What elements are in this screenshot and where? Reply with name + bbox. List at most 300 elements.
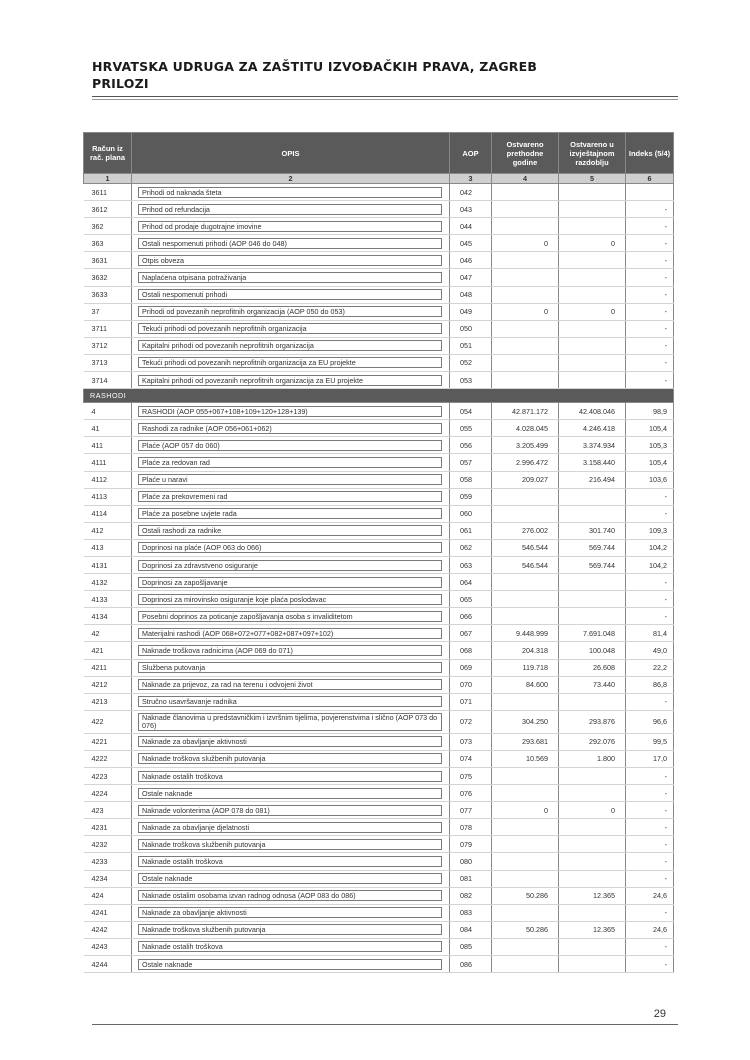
current-value-cell: 292.076: [559, 733, 626, 750]
current-value-cell: 42.408.046: [559, 403, 626, 420]
description-text: Službena putovanja: [138, 662, 442, 673]
description-text: Plaće za posebne uvjete rada: [138, 508, 442, 519]
account-cell: 3633: [84, 286, 132, 303]
current-value-cell: [559, 574, 626, 591]
index-cell: -: [626, 235, 674, 252]
index-cell: -: [626, 218, 674, 235]
account-cell: 37: [84, 303, 132, 320]
report-table: [83, 132, 674, 973]
column-number: 6: [626, 174, 674, 184]
index-cell: -: [626, 591, 674, 608]
description-cell: [132, 802, 450, 819]
description-cell: [132, 505, 450, 522]
previous-value-cell: [492, 785, 559, 802]
aop-cell: 068: [450, 642, 492, 659]
description-cell: [132, 184, 450, 201]
index-cell: -: [626, 372, 674, 389]
description-text: Doprinosi za zdravstveno osiguranje: [138, 560, 442, 571]
account-cell: 4242: [84, 921, 132, 938]
description-text: Naknade za obavljanje djelatnosti: [138, 822, 442, 833]
description-text: Ostale naknade: [138, 873, 442, 884]
previous-value-cell: [492, 201, 559, 218]
current-value-cell: 0: [559, 802, 626, 819]
description-cell: [132, 870, 450, 887]
description-text: Ostale naknade: [138, 959, 442, 970]
description-cell: [132, 403, 450, 420]
description-text: Tekući prihodi od povezanih neprofitnih organizacija za EU projekte: [138, 357, 442, 368]
description-cell: [132, 608, 450, 625]
previous-value-cell: [492, 218, 559, 235]
header-aop: AOP: [450, 133, 492, 174]
account-cell: 3712: [84, 337, 132, 354]
description-text: Ostale naknade: [138, 788, 442, 799]
table-row: [84, 252, 674, 269]
table-row: [84, 750, 674, 767]
current-value-cell: [559, 938, 626, 955]
previous-value-cell: [492, 184, 559, 201]
previous-value-cell: [492, 372, 559, 389]
table-row: [84, 659, 674, 676]
description-text: Naknade ostalih troškova: [138, 771, 442, 782]
table-row: [84, 591, 674, 608]
aop-cell: 069: [450, 659, 492, 676]
description-text: Naknade troškova službenih putovanja: [138, 924, 442, 935]
account-cell: 3631: [84, 252, 132, 269]
current-value-cell: [559, 337, 626, 354]
header-account: Račun iz rač. plana: [84, 133, 132, 174]
description-cell: [132, 956, 450, 973]
previous-value-cell: 119.718: [492, 659, 559, 676]
account-cell: 411: [84, 437, 132, 454]
table-row: [84, 710, 674, 733]
table-row: [84, 420, 674, 437]
index-cell: 109,3: [626, 522, 674, 539]
current-value-cell: [559, 870, 626, 887]
previous-value-cell: [492, 591, 559, 608]
description-text: Kapitalni prihodi od povezanih neprofitnih organizacija za EU projekte: [138, 375, 442, 386]
account-cell: 4132: [84, 574, 132, 591]
previous-value-cell: 84.600: [492, 676, 559, 693]
current-value-cell: 4.246.418: [559, 420, 626, 437]
table-row: [84, 608, 674, 625]
aop-cell: 056: [450, 437, 492, 454]
table-row: [84, 471, 674, 488]
previous-value-cell: [492, 768, 559, 785]
table-body: [84, 174, 674, 973]
description-text: Prihodi od naknada šteta: [138, 187, 442, 198]
index-cell: -: [626, 252, 674, 269]
previous-value-cell: 0: [492, 235, 559, 252]
table-row: [84, 372, 674, 389]
description-cell: [132, 354, 450, 371]
table-row: [84, 337, 674, 354]
table-row: [84, 539, 674, 556]
previous-value-cell: [492, 938, 559, 955]
description-cell: [132, 904, 450, 921]
index-cell: -: [626, 608, 674, 625]
current-value-cell: 0: [559, 303, 626, 320]
description-text: Naknade volonterima (AOP 078 do 081): [138, 805, 442, 816]
account-cell: 4113: [84, 488, 132, 505]
current-value-cell: [559, 819, 626, 836]
account-cell: 412: [84, 522, 132, 539]
aop-cell: 054: [450, 403, 492, 420]
description-cell: [132, 320, 450, 337]
table-row: [84, 938, 674, 955]
description-cell: [132, 201, 450, 218]
account-cell: 41: [84, 420, 132, 437]
account-cell: 4213: [84, 693, 132, 710]
table-row: [84, 303, 674, 320]
table-row: [84, 269, 674, 286]
aop-cell: 043: [450, 201, 492, 218]
table-row: [84, 320, 674, 337]
description-text: Doprinosi na plaće (AOP 063 do 066): [138, 542, 442, 553]
description-cell: [132, 471, 450, 488]
aop-cell: 049: [450, 303, 492, 320]
table-row: [84, 836, 674, 853]
previous-value-cell: [492, 505, 559, 522]
description-cell: [132, 437, 450, 454]
table-row: [84, 693, 674, 710]
current-value-cell: [559, 201, 626, 218]
description-text: Plaće za prekovremeni rad: [138, 491, 442, 502]
description-text: Plaće (AOP 057 do 060): [138, 440, 442, 451]
column-number-row: [84, 174, 674, 184]
description-text: Otpis obveza: [138, 255, 442, 266]
previous-value-cell: [492, 853, 559, 870]
current-value-cell: [559, 608, 626, 625]
index-cell: -: [626, 488, 674, 505]
column-number: 2: [132, 174, 450, 184]
previous-value-cell: [492, 269, 559, 286]
aop-cell: 081: [450, 870, 492, 887]
previous-value-cell: 546.544: [492, 539, 559, 556]
header-current-period: Ostvareno u izvještajnom razdoblju: [559, 133, 626, 174]
description-text: Kapitalni prihodi od povezanih neprofitnih organizacija: [138, 340, 442, 351]
description-text: Tekući prihodi od povezanih neprofitnih organizacija: [138, 323, 442, 334]
account-cell: 4234: [84, 870, 132, 887]
aop-cell: 084: [450, 921, 492, 938]
description-cell: [132, 625, 450, 642]
account-cell: 413: [84, 539, 132, 556]
column-number: 1: [84, 174, 132, 184]
current-value-cell: [559, 785, 626, 802]
previous-value-cell: 304.250: [492, 710, 559, 733]
account-cell: 4131: [84, 556, 132, 573]
index-cell: -: [626, 768, 674, 785]
account-cell: 4114: [84, 505, 132, 522]
description-text: Posebni doprinos za poticanje zapošljavanja osoba s invaliditetom: [138, 611, 442, 622]
table-row: [84, 218, 674, 235]
previous-value-cell: 0: [492, 303, 559, 320]
table-row: [84, 522, 674, 539]
aop-cell: 062: [450, 539, 492, 556]
account-cell: 422: [84, 710, 132, 733]
index-cell: -: [626, 819, 674, 836]
account-cell: 4211: [84, 659, 132, 676]
index-cell: -: [626, 836, 674, 853]
description-cell: [132, 252, 450, 269]
aop-cell: 048: [450, 286, 492, 303]
description-cell: [132, 303, 450, 320]
account-cell: 4112: [84, 471, 132, 488]
footer-rule: [92, 1024, 678, 1025]
aop-cell: 085: [450, 938, 492, 955]
table-row: [84, 921, 674, 938]
description-cell: [132, 454, 450, 471]
account-cell: 4221: [84, 733, 132, 750]
aop-cell: 064: [450, 574, 492, 591]
previous-value-cell: [492, 252, 559, 269]
table-row: [84, 454, 674, 471]
index-cell: -: [626, 693, 674, 710]
index-cell: -: [626, 269, 674, 286]
title-line-1: HRVATSKA UDRUGA ZA ZAŠTITU IZVOĐAČKIH PRAVA, ZAGREB: [92, 59, 538, 74]
account-cell: 3611: [84, 184, 132, 201]
table-row: [84, 354, 674, 371]
previous-value-cell: 9.448.999: [492, 625, 559, 642]
description-cell: [132, 522, 450, 539]
current-value-cell: [559, 853, 626, 870]
current-value-cell: 12.365: [559, 921, 626, 938]
description-text: RASHODI (AOP 055+067+108+109+120+128+139): [138, 406, 442, 417]
previous-value-cell: 204.318: [492, 642, 559, 659]
aop-cell: 079: [450, 836, 492, 853]
description-cell: [132, 659, 450, 676]
table-row: [84, 819, 674, 836]
index-cell: -: [626, 286, 674, 303]
description-cell: [132, 642, 450, 659]
index-cell: 96,6: [626, 710, 674, 733]
index-cell: 103,6: [626, 471, 674, 488]
account-cell: 362: [84, 218, 132, 235]
current-value-cell: 3.158.440: [559, 454, 626, 471]
description-text: Naplaćena otpisana potraživanja: [138, 272, 442, 283]
previous-value-cell: 42.871.172: [492, 403, 559, 420]
document-title: [92, 58, 692, 92]
previous-value-cell: 209.027: [492, 471, 559, 488]
description-text: Naknade za prijevoz, za rad na terenu i odvojeni život: [138, 679, 442, 690]
aop-cell: 075: [450, 768, 492, 785]
header-row: [84, 133, 674, 174]
description-text: Naknade za obavljanje aktivnosti: [138, 907, 442, 918]
description-cell: [132, 420, 450, 437]
account-cell: 42: [84, 625, 132, 642]
current-value-cell: 293.876: [559, 710, 626, 733]
index-cell: 105,4: [626, 454, 674, 471]
description-text: Naknade troškova radnicima (AOP 069 do 071): [138, 645, 442, 656]
index-cell: -: [626, 904, 674, 921]
title-rule-secondary: [92, 99, 678, 100]
description-cell: [132, 785, 450, 802]
aop-cell: 042: [450, 184, 492, 201]
description-text: Ostali nespomenuti prihodi: [138, 289, 442, 300]
account-cell: 4241: [84, 904, 132, 921]
current-value-cell: [559, 218, 626, 235]
previous-value-cell: [492, 488, 559, 505]
previous-value-cell: 4.028.045: [492, 420, 559, 437]
index-cell: 22,2: [626, 659, 674, 676]
previous-value-cell: 2.996.472: [492, 454, 559, 471]
description-text: Naknade ostalih troškova: [138, 941, 442, 952]
title-line-2: PRILOZI: [92, 76, 149, 91]
aop-cell: 061: [450, 522, 492, 539]
previous-value-cell: 293.681: [492, 733, 559, 750]
description-cell: [132, 269, 450, 286]
aop-cell: 072: [450, 710, 492, 733]
account-cell: 4244: [84, 956, 132, 973]
description-cell: [132, 556, 450, 573]
account-cell: 423: [84, 802, 132, 819]
description-cell: [132, 337, 450, 354]
previous-value-cell: 50.286: [492, 887, 559, 904]
aop-cell: 052: [450, 354, 492, 371]
aop-cell: 050: [450, 320, 492, 337]
index-cell: 24,6: [626, 921, 674, 938]
aop-cell: 058: [450, 471, 492, 488]
previous-value-cell: [492, 337, 559, 354]
description-cell: [132, 591, 450, 608]
description-text: Naknade ostalih troškova: [138, 856, 442, 867]
account-cell: 4232: [84, 836, 132, 853]
account-cell: 363: [84, 235, 132, 252]
aop-cell: 070: [450, 676, 492, 693]
description-cell: [132, 372, 450, 389]
account-cell: 3612: [84, 201, 132, 218]
aop-cell: 045: [450, 235, 492, 252]
index-cell: 104,2: [626, 556, 674, 573]
account-cell: 4212: [84, 676, 132, 693]
previous-value-cell: 50.286: [492, 921, 559, 938]
description-text: Materijalni rashodi (AOP 068+072+077+082+087+097+102): [138, 628, 442, 639]
previous-value-cell: [492, 819, 559, 836]
aop-cell: 063: [450, 556, 492, 573]
table-row: [84, 625, 674, 642]
table-row: [84, 201, 674, 218]
aop-cell: 065: [450, 591, 492, 608]
description-cell: [132, 921, 450, 938]
current-value-cell: [559, 372, 626, 389]
current-value-cell: 569.744: [559, 539, 626, 556]
table-row: [84, 733, 674, 750]
current-value-cell: 0: [559, 235, 626, 252]
aop-cell: 067: [450, 625, 492, 642]
index-cell: [626, 184, 674, 201]
description-cell: [132, 235, 450, 252]
aop-cell: 057: [450, 454, 492, 471]
previous-value-cell: 10.569: [492, 750, 559, 767]
description-cell: [132, 218, 450, 235]
description-text: Doprinosi za zapošljavanje: [138, 577, 442, 588]
header-previous-year: Ostvareno prethodne godine: [492, 133, 559, 174]
table-row: [84, 574, 674, 591]
current-value-cell: 12.365: [559, 887, 626, 904]
current-value-cell: [559, 836, 626, 853]
description-text: Rashodi za radnike (AOP 056+061+062): [138, 423, 442, 434]
aop-cell: 060: [450, 505, 492, 522]
previous-value-cell: [492, 870, 559, 887]
description-cell: [132, 768, 450, 785]
table-row: [84, 556, 674, 573]
description-cell: [132, 819, 450, 836]
aop-cell: 082: [450, 887, 492, 904]
table-row: [84, 505, 674, 522]
current-value-cell: [559, 904, 626, 921]
description-cell: [132, 286, 450, 303]
description-cell: [132, 693, 450, 710]
aop-cell: 086: [450, 956, 492, 973]
current-value-cell: [559, 591, 626, 608]
index-cell: 86,8: [626, 676, 674, 693]
current-value-cell: 100.048: [559, 642, 626, 659]
current-value-cell: [559, 252, 626, 269]
table-row: [84, 802, 674, 819]
account-cell: 4: [84, 403, 132, 420]
previous-value-cell: 276.002: [492, 522, 559, 539]
aop-cell: 077: [450, 802, 492, 819]
index-cell: 17,0: [626, 750, 674, 767]
header-index: Indeks (5/4): [626, 133, 674, 174]
column-number: 3: [450, 174, 492, 184]
current-value-cell: [559, 693, 626, 710]
index-cell: 49,0: [626, 642, 674, 659]
account-cell: 4233: [84, 853, 132, 870]
account-cell: 4134: [84, 608, 132, 625]
description-cell: [132, 676, 450, 693]
index-cell: 81,4: [626, 625, 674, 642]
description-cell: [132, 574, 450, 591]
description-text: Doprinosi za mirovinsko osiguranje koje plaća poslodavac: [138, 594, 442, 605]
table-row: [84, 887, 674, 904]
current-value-cell: [559, 956, 626, 973]
header-description: OPIS: [132, 133, 450, 174]
column-number: 5: [559, 174, 626, 184]
table-row: [84, 785, 674, 802]
index-cell: -: [626, 802, 674, 819]
table-row: [84, 437, 674, 454]
aop-cell: 059: [450, 488, 492, 505]
table-row: [84, 676, 674, 693]
description-text: Naknade troškova službenih putovanja: [138, 839, 442, 850]
account-cell: 4231: [84, 819, 132, 836]
current-value-cell: [559, 488, 626, 505]
current-value-cell: [559, 768, 626, 785]
aop-cell: 044: [450, 218, 492, 235]
current-value-cell: 1.800: [559, 750, 626, 767]
aop-cell: 076: [450, 785, 492, 802]
aop-cell: 073: [450, 733, 492, 750]
index-cell: -: [626, 337, 674, 354]
previous-value-cell: 0: [492, 802, 559, 819]
current-value-cell: 3.374.934: [559, 437, 626, 454]
table-row: [84, 642, 674, 659]
description-cell: [132, 887, 450, 904]
current-value-cell: 73.440: [559, 676, 626, 693]
description-cell: [132, 750, 450, 767]
index-cell: -: [626, 956, 674, 973]
current-value-cell: [559, 320, 626, 337]
current-value-cell: [559, 184, 626, 201]
account-cell: 4133: [84, 591, 132, 608]
previous-value-cell: [492, 904, 559, 921]
index-cell: -: [626, 303, 674, 320]
index-cell: -: [626, 354, 674, 371]
description-text: Naknade ostalim osobama izvan radnog odnosa (AOP 083 do 086): [138, 890, 442, 901]
page-number: 29: [653, 1008, 666, 1020]
account-cell: 3714: [84, 372, 132, 389]
index-cell: 99,5: [626, 733, 674, 750]
